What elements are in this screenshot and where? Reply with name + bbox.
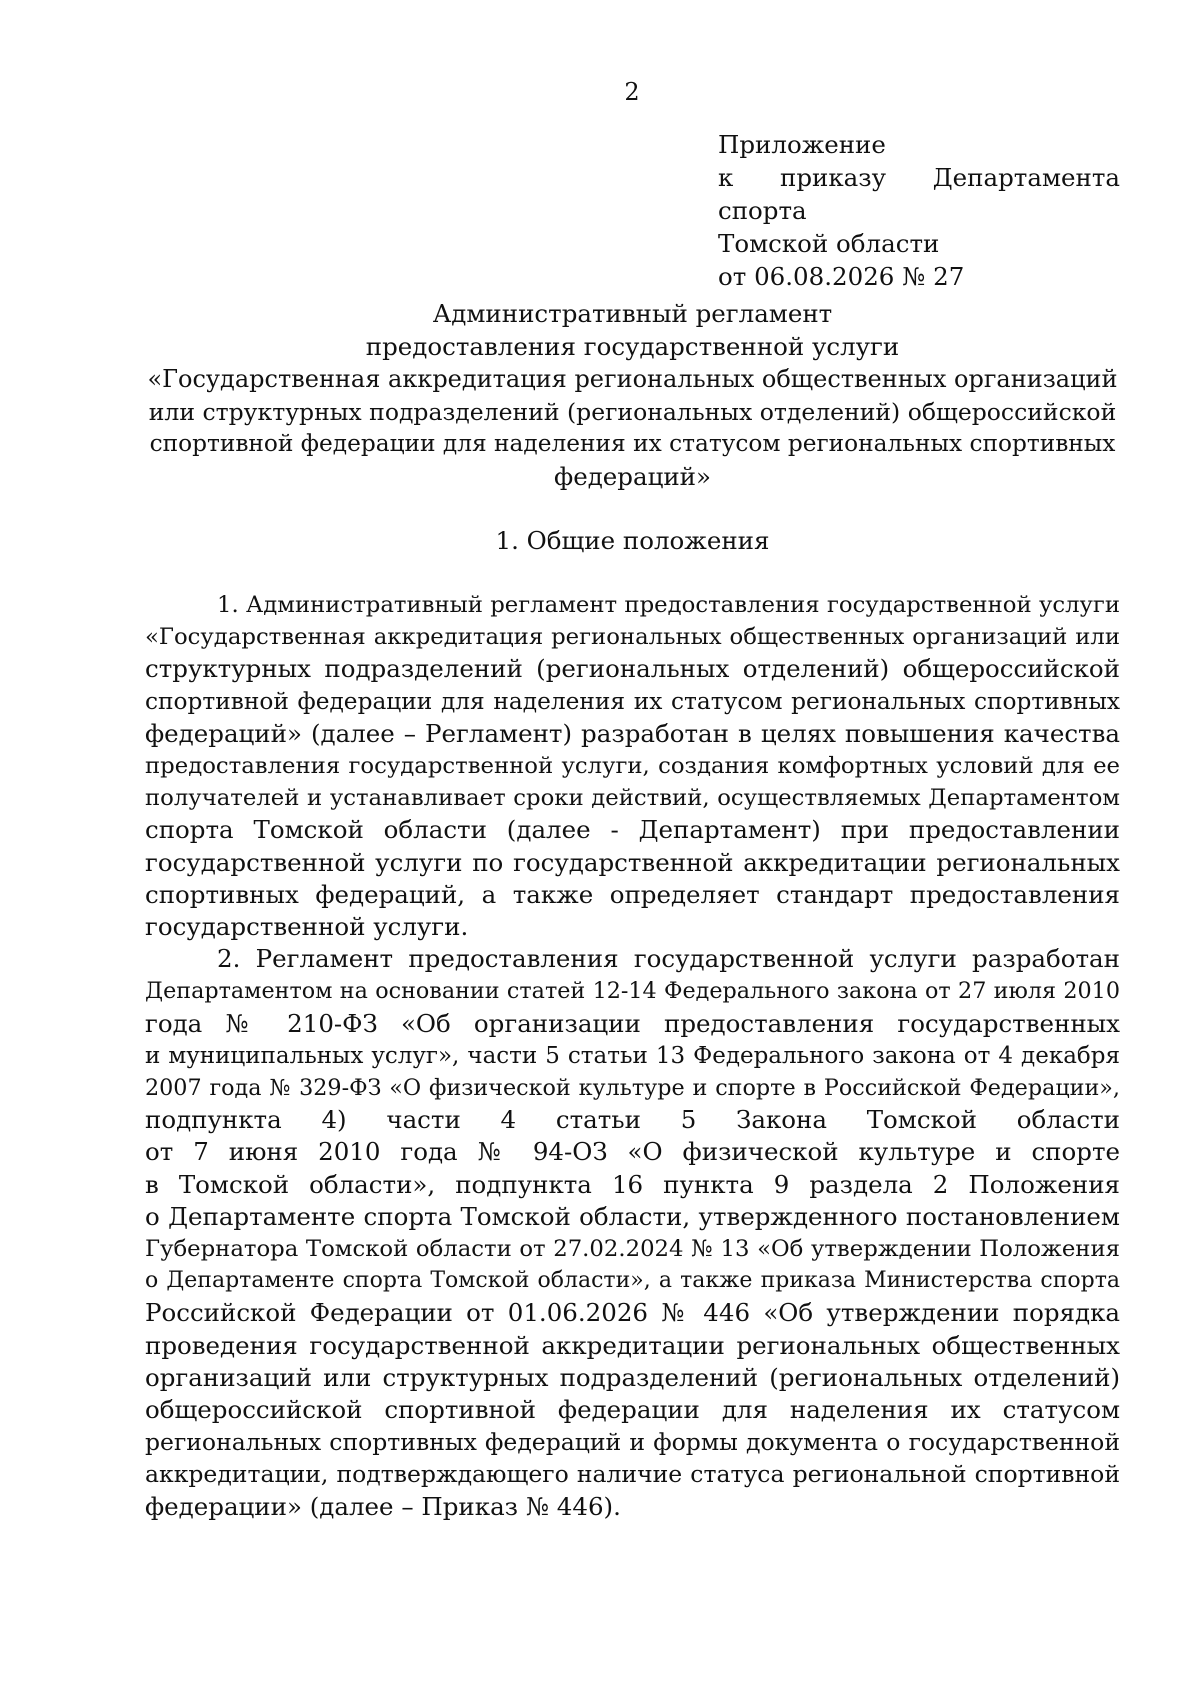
paragraph-line: региональных спортивных федераций и формы документа о государственной	[145, 1428, 1120, 1457]
title-line: «Государственная аккредитация региональных общественных организаций	[147, 365, 1118, 393]
paragraph-line: федераций» (далее – Регламент) разработан в целях повышения качества	[145, 718, 1120, 748]
section-heading: 1. Общие положения	[495, 526, 770, 555]
paragraph-line: от 7 июня 2010 года № 94-ОЗ «О физической культуре и спорте	[145, 1137, 1120, 1167]
document-title	[145, 298, 1120, 493]
title-line: федераций»	[554, 461, 711, 491]
paragraph-line: организаций или структурных подразделений (региональных отделений)	[145, 1362, 1120, 1392]
appendix-line: к приказу Департамента спорта	[718, 163, 1120, 225]
paragraph-line: о Департаменте спорта Томской области, утвержденного постановлением	[145, 1201, 1120, 1231]
paragraph-line: и муниципальных услуг», части 5 статьи 13 Федерального закона от 4 декабря	[145, 1042, 1120, 1069]
paragraph-line: в Томской области», подпункта 16 пункта 9 раздела 2 Положения	[145, 1169, 1120, 1199]
appendix-line: Томской области	[718, 229, 940, 258]
paragraph-line: Департаментом на основании статей 12-14 Федерального закона от 27 июля 2010	[145, 978, 1120, 1005]
paragraph-line: о Департаменте спорта Томской области», а также приказа Министерства спорта	[145, 1268, 1120, 1294]
appendix-block	[718, 128, 1120, 293]
paragraph-line: аккредитации, подтверждающего наличие статуса региональной спортивной	[145, 1460, 1120, 1489]
paragraph-line: года № 210-ФЗ «Об организации предоставления государственных	[145, 1008, 1120, 1038]
paragraph-line: общероссийской спортивной федерации для наделения их статусом	[145, 1395, 1120, 1425]
paragraph-line: спорта Томской области (далее - Департамент) при предоставлении	[145, 815, 1120, 845]
title-line: предоставления государственной услуги	[365, 331, 900, 361]
paragraph-line: государственной услуги.	[145, 912, 469, 942]
paragraph-line: подпункта 4) части 4 статьи 5 Закона Томской области	[145, 1105, 1120, 1135]
title-line: или структурных подразделений (региональных отделений) общероссийской	[148, 397, 1117, 426]
paragraph-line: федерации» (далее – Приказ № 446).	[145, 1491, 621, 1521]
appendix-line: Приложение	[718, 130, 886, 159]
appendix-line: от 06.08.2026 № 27	[718, 262, 965, 291]
paragraph-line: государственной услуги по государственной аккредитации региональных	[145, 847, 1120, 877]
paragraph-line: Губернатора Томской области от 27.02.2024 № 13 «Об утверждении Положения	[145, 1236, 1120, 1263]
paragraph-line: спортивной федерации для наделения их статусом региональных спортивных	[145, 687, 1120, 715]
page-number: 2	[624, 78, 640, 106]
paragraph-line: Российской Федерации от 01.06.2026 № 446 «Об утверждении порядка	[145, 1298, 1120, 1328]
paragraph-line: получателей и устанавливает сроки действий, осуществляемых Департаментом	[145, 785, 1120, 812]
paragraph-line: «Государственная аккредитация региональных общественных организаций или	[145, 624, 1120, 651]
paragraph-line: 2. Регламент предоставления государственной услуги разработан	[217, 944, 1120, 974]
body-text	[145, 589, 1120, 1523]
paragraph-line: проведения государственной аккредитации региональных общественных	[145, 1330, 1120, 1360]
paragraph-line: структурных подразделений (региональных отделений) общероссийской	[145, 654, 1120, 684]
paragraph-line: 1. Административный регламент предоставления государственной услуги	[217, 592, 1120, 618]
paragraph-line: 2007 года № 329-ФЗ «О физической культуре и спорте в Российской Федерации»,	[145, 1075, 1120, 1102]
paragraph-line: спортивных федераций, а также определяет стандарт предоставления	[145, 879, 1120, 909]
title-line: спортивной федерации для наделения их статусом региональных спортивных	[149, 430, 1116, 457]
paragraph-line: предоставления государственной услуги, создания комфортных условий для ее	[145, 753, 1120, 780]
title-line: Административный регламент	[432, 299, 833, 328]
